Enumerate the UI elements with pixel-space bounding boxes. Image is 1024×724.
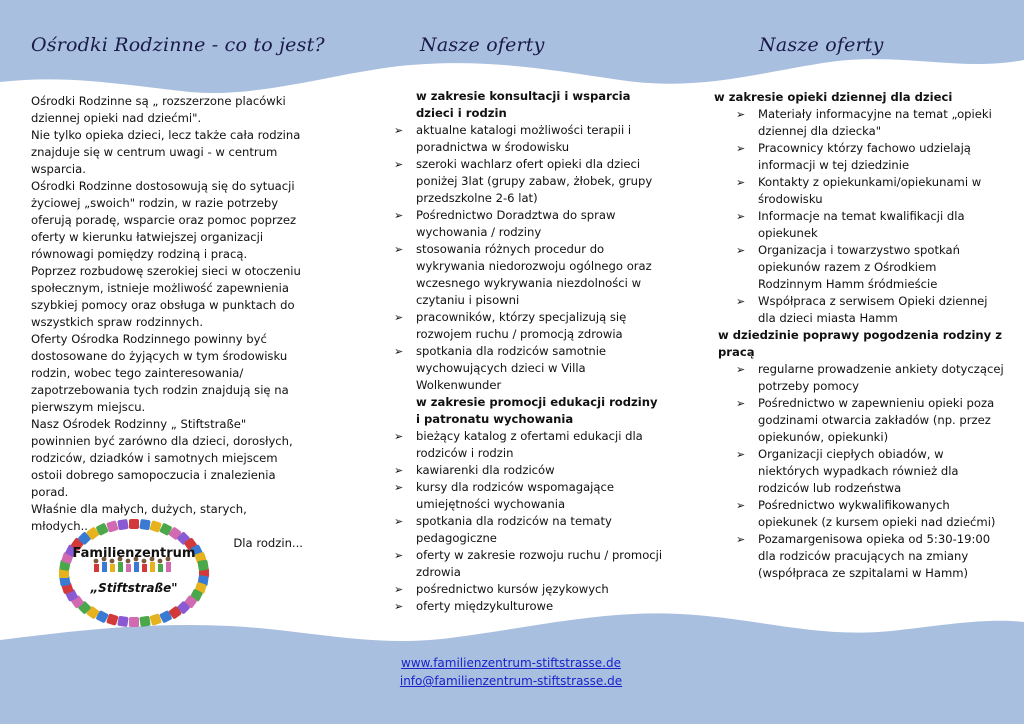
- website-link[interactable]: www.familienzentrum-stiftstrasse.de: [401, 656, 621, 670]
- list-item: ➢ bieżący katalog z ofertami edukacji dla rodziców i rodzin: [394, 428, 664, 462]
- puzzle-piece: [129, 519, 139, 529]
- offers-column-1: [394, 88, 664, 615]
- section-title-consulting: w zakresie konsultacji i wsparcia dzieci i rodzin: [416, 89, 631, 120]
- list-item: ➢ stosowania różnych procedur do wykrywania niedorozwoju ogólnego oraz wczesnego wykrywania niezdolności w czytaniu i pisowni: [394, 241, 664, 309]
- list-item: ➢ Materiały informacyjne na temat „opieki dziennej dla dziecka": [736, 106, 1004, 140]
- heading-what-is: Ośrodki Rodzinne - co to jest?: [31, 34, 325, 56]
- list-item: ➢ spotkania dla rodziców na tematy pedagogiczne: [394, 513, 664, 547]
- email-link[interactable]: info@familienzentrum-stiftstrasse.de: [399, 674, 623, 688]
- list-item: ➢ oferty w zakresie rozwoju ruchu / promocji zdrowia: [394, 547, 664, 581]
- puzzle-piece: [139, 616, 150, 627]
- section-title-education: w zakresie promocji edukacji rodziny i patronatu wychowania: [416, 395, 658, 426]
- intro-column: [31, 93, 303, 552]
- contact-footer: [330, 654, 692, 690]
- list-item: ➢ Pozamargenisowa opieka od 5:30-19:00 dla rodziców pracujących na zmiany (współpraca ze szpitalami w Hamm): [736, 531, 1004, 582]
- intro-paragraph: Ośrodki Rodzinne dostosowują się do sytuacji życiowej „swoich" rodzin, w razie potrzeby oferują poradę, wsparcie oraz pomoc poprzez oferty w kierunku łatwiejszej organizacji równowagi pomiędzy rodziną i pracą.: [31, 179, 297, 261]
- intro-paragraph: Ośrodki Rodzinne są „ rozszerzone placówki dziennej opieki nad dziećmi".: [31, 94, 286, 125]
- puzzle-piece: [117, 519, 128, 530]
- consulting-list: [394, 122, 664, 394]
- puzzle-ring-logo: [56, 517, 212, 630]
- list-item: ➢ oferty międzykulturowe: [394, 598, 664, 615]
- intro-closing: Dla rodzin...: [233, 536, 303, 550]
- section-title-work-balance: w dziedzinie poprawy pogodzenia rodziny z pracą: [718, 328, 1003, 359]
- daycare-list: [714, 106, 1004, 327]
- heading-offers-1: Nasze oferty: [420, 34, 545, 56]
- intro-paragraph: Oferty Ośrodka Rodzinnego powinny być dostosowane do żyjących w tym środowisku rodzin, wobec tego zainteresowania/ zapotrzebowania tych rodzin znajdują się na pierwszym miejscu.: [31, 332, 289, 414]
- list-item: ➢ regularne prowadzenie ankiety dotyczącej potrzeby pomocy: [736, 361, 1004, 395]
- list-item: ➢ Pracownicy którzy fachowo udzielają informacji w tej dziedzinie: [736, 140, 1004, 174]
- list-item: ➢ Organizacji ciepłych obiadów, w niektórych wypadkach również dla rodziców lub rodzeństwa: [736, 446, 1004, 497]
- list-item: ➢ pracowników, którzy specjalizują się rozwojem ruchu / promocją zdrowia: [394, 309, 664, 343]
- puzzle-piece: [197, 560, 208, 571]
- list-item: ➢ Współpraca z serwisem Opieki dziennej dla dzieci miasta Hamm: [736, 293, 1004, 327]
- section-title-daycare: w zakresie opieki dziennej dla dzieci: [714, 90, 953, 104]
- list-item: ➢ Pośrednictwo Doradztwa do spraw wychowania / rodziny: [394, 207, 664, 241]
- list-item: ➢ pośrednictwo kursów językowych: [394, 581, 664, 598]
- list-item: ➢ aktualne katalogi możliwości terapii i poradnictwa w środowisku: [394, 122, 664, 156]
- list-item: ➢ spotkania dla rodziców samotnie wychowujących dzieci w Villa Wolkenwunder: [394, 343, 664, 394]
- list-item: ➢ Organizacja i towarzystwo spotkań opiekunów razem z Ośrodkiem Rodzinnym Hamm śródmieście: [736, 242, 1004, 293]
- intro-paragraph: Właśnie dla małych, dużych, starych, młodych..: [31, 502, 247, 533]
- education-list: [394, 428, 664, 615]
- intro-paragraph: Poprzez rozbudowę szerokiej sieci w otoczeniu społecznym, istnieje możliwość zapewnienia szybkiej pomocy oraz obsługa w punktach do wszystkich spraw rodzinnych.: [31, 264, 301, 329]
- heading-offers-2: Nasze oferty: [759, 34, 884, 56]
- list-item: ➢ szeroki wachlarz ofert opieki dla dzieci poniżej 3lat (grupy zabaw, żłobek, grupy przedszkolne 2-6 lat): [394, 156, 664, 207]
- list-item: ➢ Pośrednictwo wykwalifikowanych opiekunek (z kursem opieki nad dziećmi): [736, 497, 1004, 531]
- puzzle-piece: [117, 616, 128, 627]
- intro-paragraph: Nasz Ośrodek Rodzinny „ Stiftstraße" powinnien być zarówno dla dzieci, dorosłych, rodziców, dziadków i samotnych miejscem ostoii dobrego samopoczucia i znalezienia porad.: [31, 417, 293, 499]
- logo-subtitle: „Stiftstraße": [90, 581, 178, 595]
- list-item: ➢ Informacje na temat kwalifikacji dla opiekunek: [736, 208, 1004, 242]
- list-item: ➢ Pośrednictwo w zapewnieniu opieki poza godzinami otwarcia zakładów (np. przez opiekunów, opiekunki): [736, 395, 1004, 446]
- list-item: ➢ kursy dla rodziców wspomagające umiejętności wychowania: [394, 479, 664, 513]
- puzzle-piece: [129, 617, 139, 627]
- list-item: ➢ Kontakty z opiekunkami/opiekunami w środowisku: [736, 174, 1004, 208]
- puzzle-piece: [139, 519, 150, 530]
- offers-column-2: [714, 89, 1004, 582]
- intro-paragraph: Nie tylko opieka dzieci, lecz także cała rodzina znajduje się w centrum uwagi - w centrum wsparcia.: [31, 128, 301, 176]
- logo-title: Familienzentrum: [72, 546, 196, 561]
- list-item: ➢ kawiarenki dla rodziców: [394, 462, 664, 479]
- work-balance-list: [714, 361, 1004, 582]
